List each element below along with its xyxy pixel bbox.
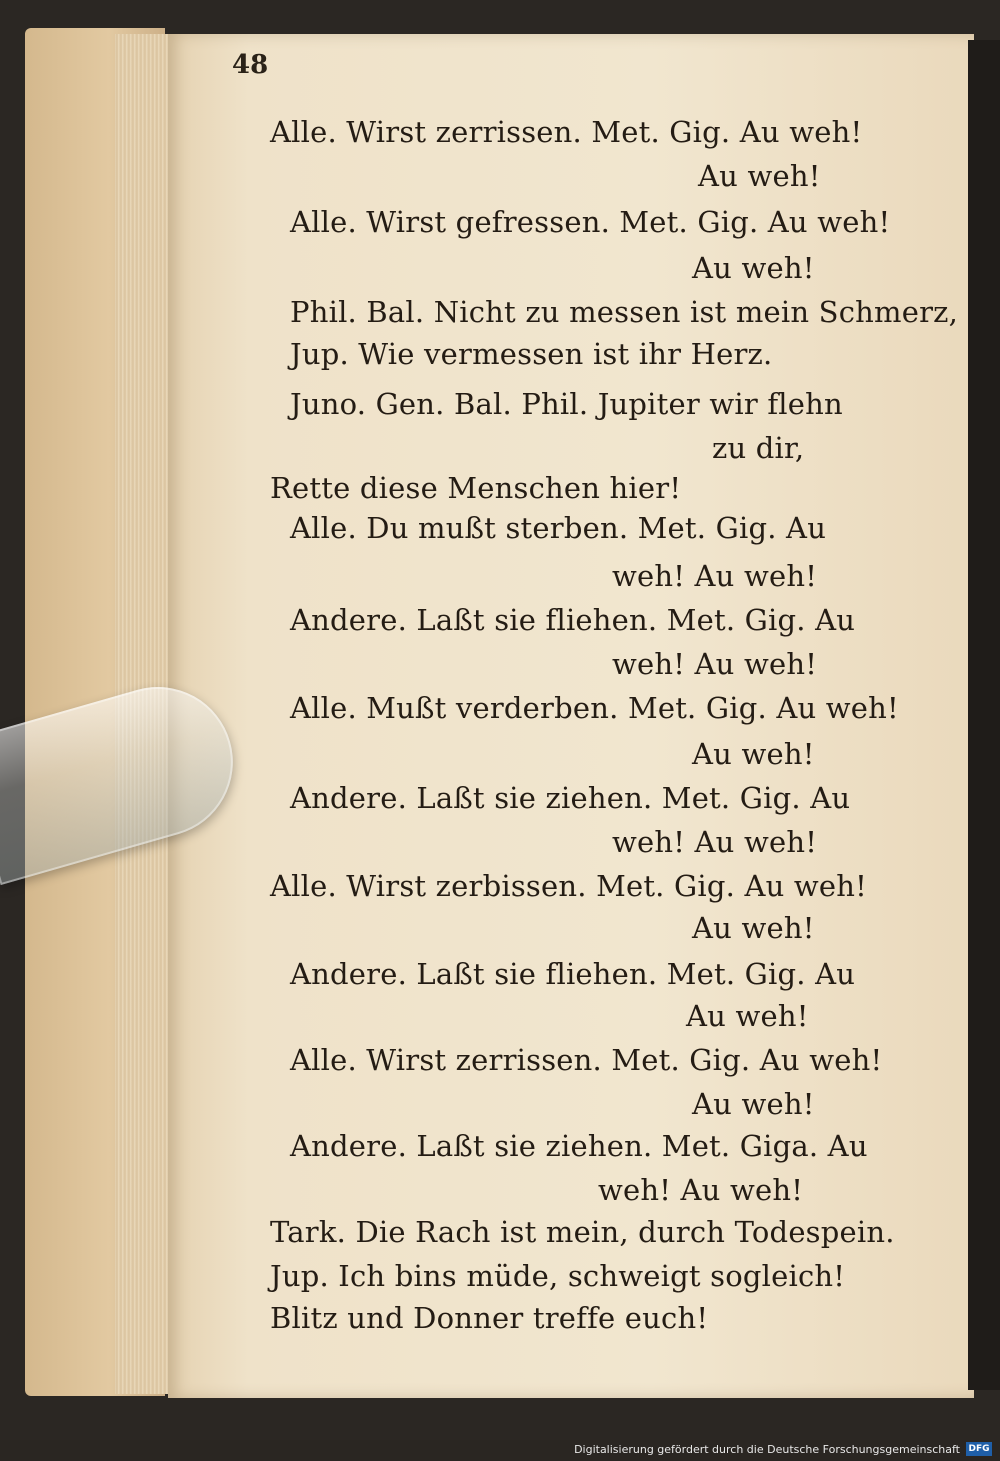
text-line: Jup. Ich bins müde, schweigt sogleich! [270, 1259, 846, 1293]
funding-credit: Digitalisierung gefördert durch die Deutsche Forschungsgemeinschaft [574, 1443, 960, 1456]
text-line: Alle. Du mußt sterben. Met. Gig. Au [290, 511, 827, 545]
text-line: Blitz und Donner treffe euch! [270, 1301, 709, 1335]
text-line: weh! Au weh! [612, 647, 818, 681]
text-line: Au weh! [692, 1087, 815, 1121]
text-line: Alle. Wirst gefressen. Met. Gig. Au weh! [290, 205, 891, 239]
text-line: weh! Au weh! [612, 825, 818, 859]
text-line: Au weh! [692, 911, 815, 945]
text-line: Alle. Wirst zerbissen. Met. Gig. Au weh! [270, 869, 868, 903]
text-line: Alle. Wirst zerrissen. Met. Gig. Au weh! [290, 1043, 883, 1077]
text-line: Au weh! [692, 737, 815, 771]
text-line: Rette diese Menschen hier! [270, 471, 682, 505]
text-line: Phil. Bal. Nicht zu messen ist mein Schmerz, [290, 295, 959, 329]
text-line: Andere. Laßt sie ziehen. Met. Giga. Au [290, 1129, 868, 1163]
page-number: 48 [232, 50, 269, 80]
text-line: Andere. Laßt sie ziehen. Met. Gig. Au [290, 781, 851, 815]
text-line: Au weh! [698, 159, 821, 193]
text-line: weh! Au weh! [598, 1173, 804, 1207]
text-line: Juno. Gen. Bal. Phil. Jupiter wir flehn [290, 387, 843, 421]
text-line: Au weh! [692, 251, 815, 285]
text-line: Andere. Laßt sie fliehen. Met. Gig. Au [290, 957, 856, 991]
text-line: Jup. Wie vermessen ist ihr Herz. [290, 337, 773, 371]
text-line: Tark. Die Rach ist mein, durch Todespein. [270, 1215, 895, 1249]
text-line: Alle. Mußt verderben. Met. Gig. Au weh! [290, 691, 899, 725]
text-line: weh! Au weh! [612, 559, 818, 593]
text-line: Alle. Wirst zerrissen. Met. Gig. Au weh! [270, 115, 863, 149]
dfg-logo: DFG [966, 1442, 992, 1456]
text-line: Au weh! [686, 999, 809, 1033]
text-line: Andere. Laßt sie fliehen. Met. Gig. Au [290, 603, 856, 637]
right-shadow [968, 40, 1000, 1390]
text-line: zu dir, [712, 431, 805, 465]
